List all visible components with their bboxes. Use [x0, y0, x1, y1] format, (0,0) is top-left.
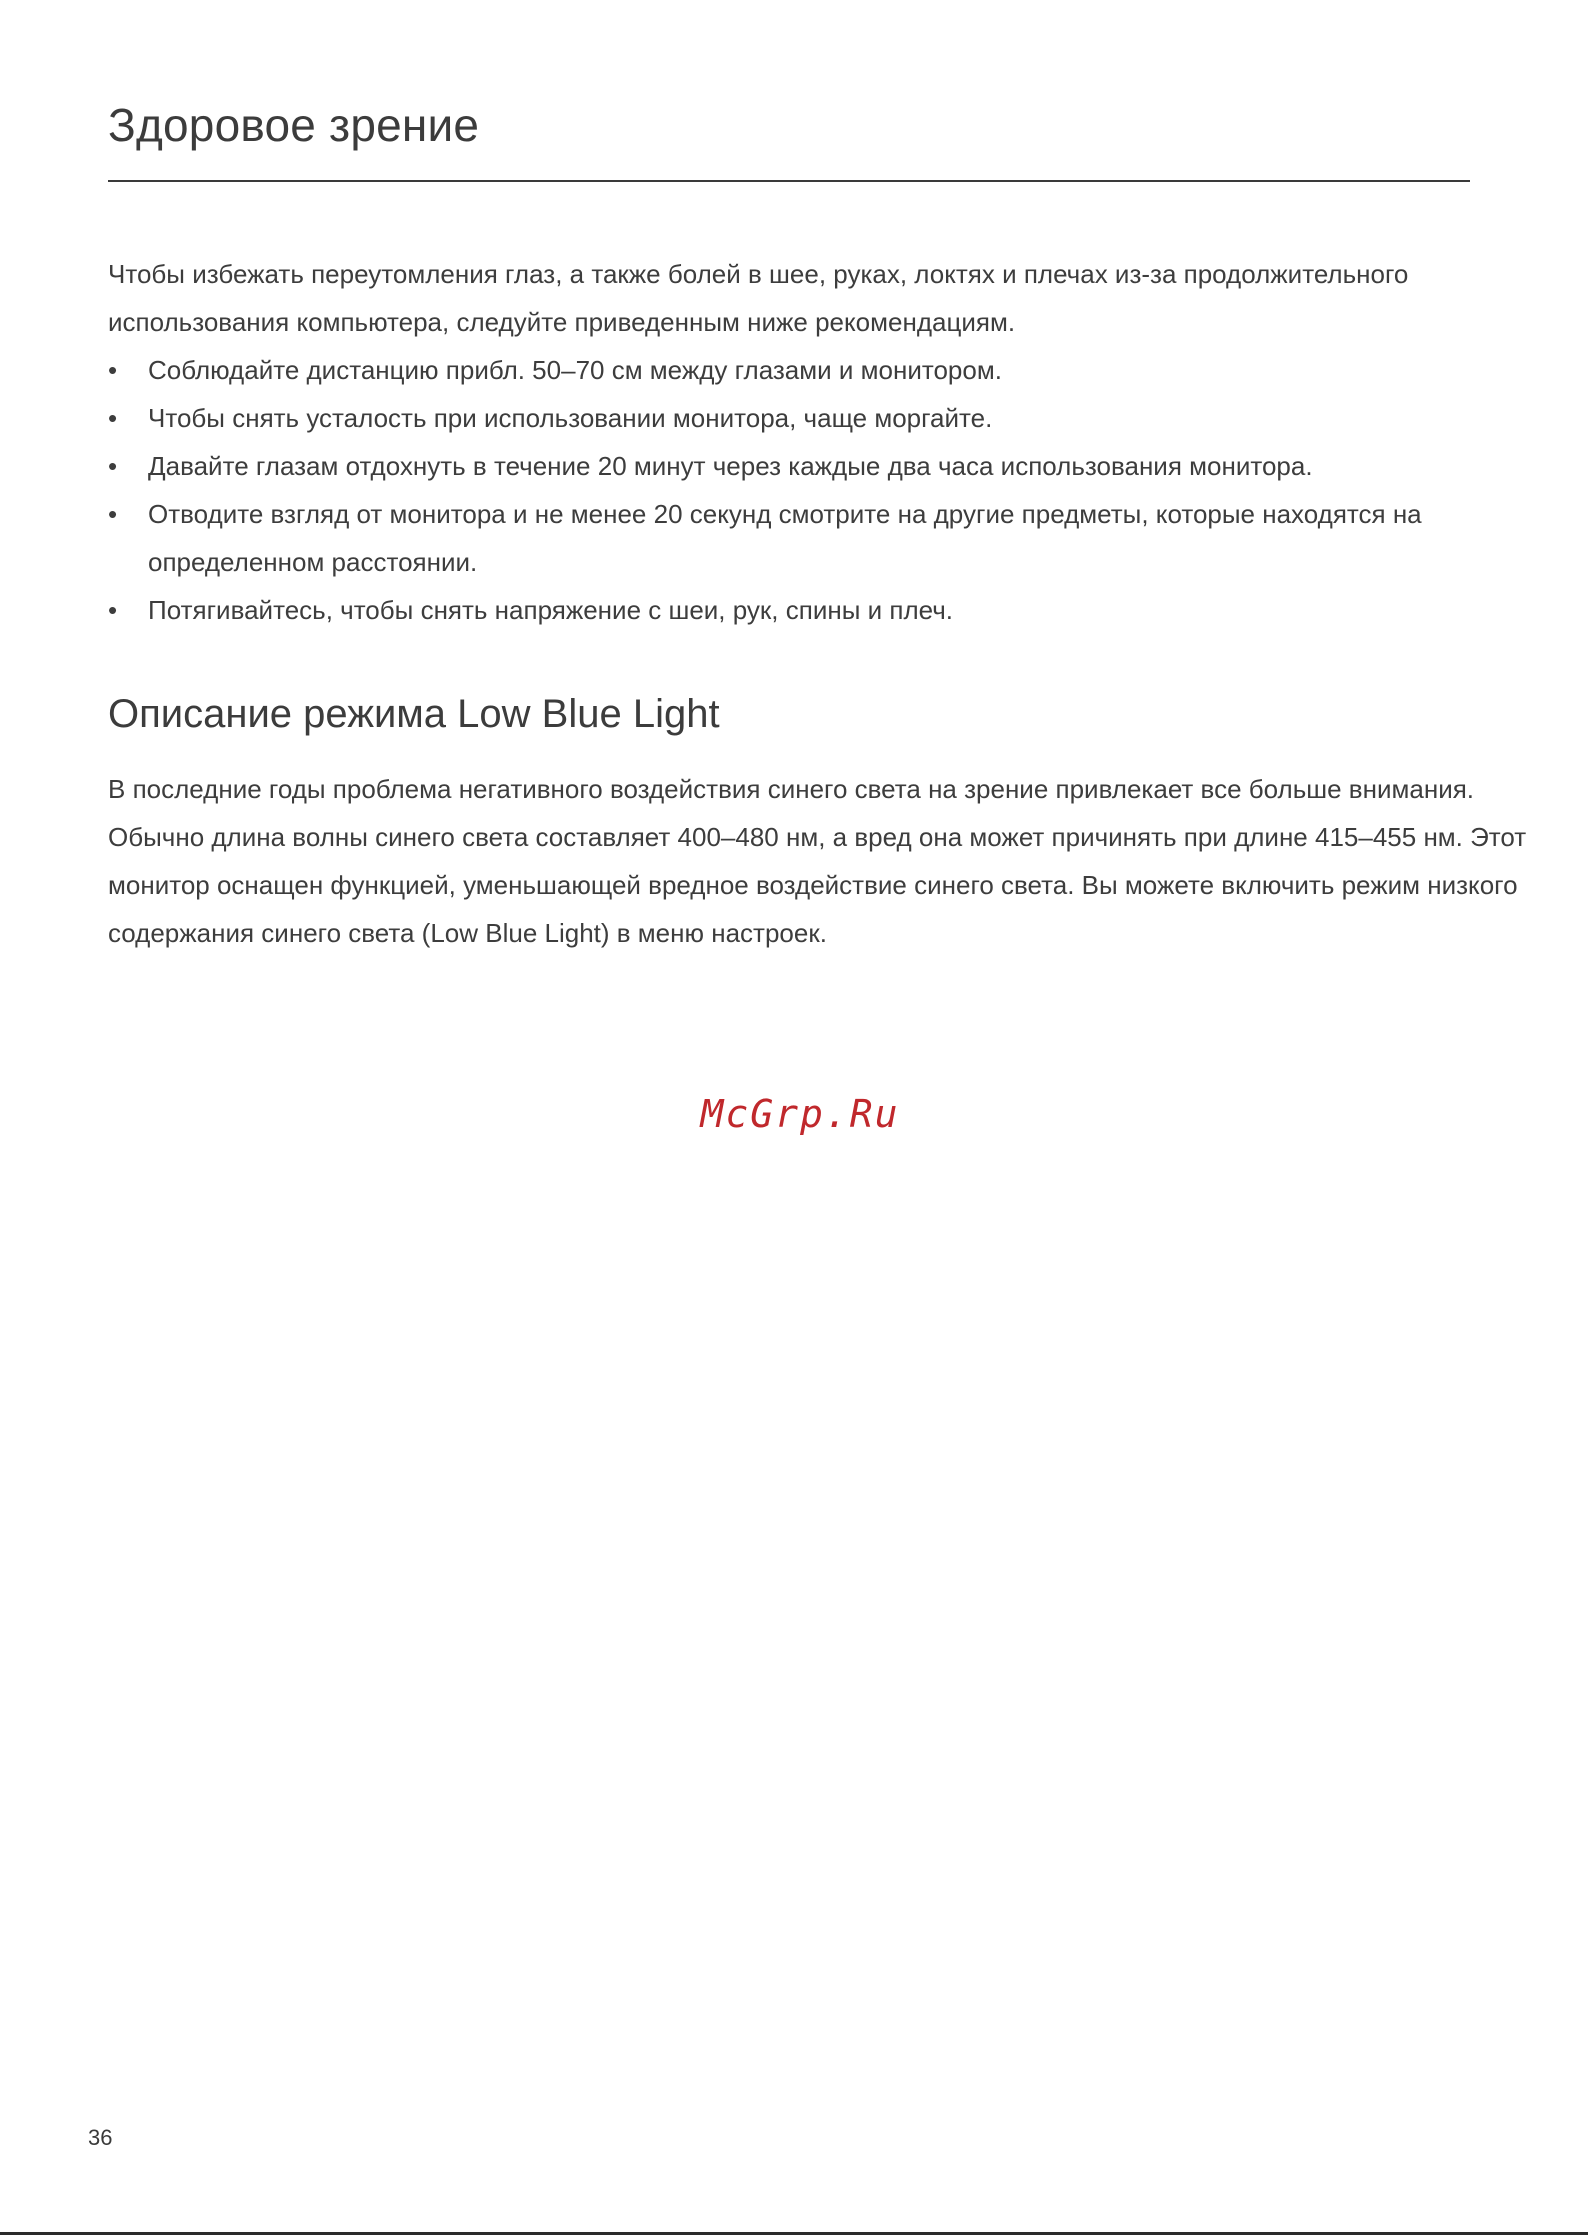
bullet-icon: •	[108, 403, 118, 433]
list-item	[108, 442, 1518, 490]
intro-paragraph: Чтобы избежать переутомления глаз, а также болей в шее, руках, локтях и плечах из-за продолжительного использования компьютера, следуйте приведенным ниже рекомендациям.	[108, 259, 1409, 337]
title-divider	[108, 180, 1470, 182]
list-item	[108, 586, 1518, 634]
list-item	[108, 394, 1518, 442]
bullet-icon: •	[108, 595, 118, 625]
list-item-text: Соблюдайте дистанцию прибл. 50–70 см между глазами и монитором.	[148, 355, 1002, 385]
watermark: McGrp.Ru	[700, 1092, 900, 1136]
list-item	[108, 346, 1518, 394]
page-title: Здоровое зрение	[108, 99, 480, 151]
bullet-icon: •	[108, 451, 118, 481]
low-blue-light-paragraph: В последние годы проблема негативного воздействия синего света на зрение привлекает все больше внимания. Обычно длина волны синего света составляет 400–480 нм, а вред она может причинять при длине 415–455 нм. Этот монитор оснащен функцией, уменьшающей вредное воздействие синего света. Вы можете включить режим низкого содержания синего света (Low Blue Light) в меню настроек.	[108, 774, 1527, 948]
recommendations-list	[108, 346, 1518, 634]
list-item	[108, 490, 1518, 586]
list-item-text: Потягивайтесь, чтобы снять напряжение с шеи, рук, спины и плеч.	[148, 595, 953, 625]
bullet-icon: •	[108, 355, 118, 385]
list-item-text: Чтобы снять усталость при использовании монитора, чаще моргайте.	[148, 403, 993, 433]
section-heading-low-blue-light: Описание режима Low Blue Light	[108, 692, 720, 736]
list-item-text: Отводите взгляд от монитора и не менее 20 секунд смотрите на другие предметы, которые находятся на определенном расстоянии.	[148, 499, 1422, 577]
page-number: 36	[88, 2125, 113, 2150]
list-item-text: Давайте глазам отдохнуть в течение 20 минут через каждые два часа использования монитора.	[148, 451, 1313, 481]
bullet-icon: •	[108, 499, 118, 529]
